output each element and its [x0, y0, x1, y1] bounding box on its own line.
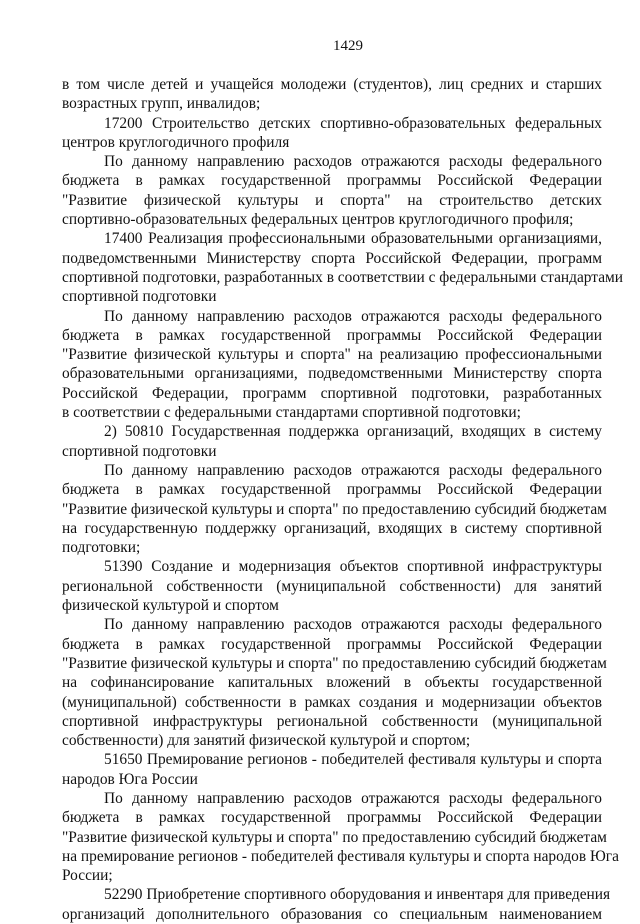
text-line: "Развитие физической культуры и спорта" на строительство детских	[62, 191, 602, 209]
text-line: 52290 Приобретение спортивного оборудования и инвентаря для приведения	[104, 886, 611, 904]
text-line: 51650 Премирование регионов - победителей фестиваля культуры и спорта	[104, 751, 602, 769]
text-line: спортивной подготовки	[62, 442, 217, 460]
text-line: России;	[62, 867, 113, 885]
text-line: возрастных групп, инвалидов;	[62, 95, 261, 113]
text-line: на премирование регионов - победителей фестиваля культуры и спорта народов Юга	[62, 847, 619, 865]
text-line: По данному направлению расходов отражаются расходы федерального	[104, 307, 602, 325]
text-line: 17400 Реализация профессиональными образовательными организациями,	[104, 230, 602, 248]
text-line: спортивной инфраструктуры региональной собственности (муниципальной	[62, 712, 602, 730]
text-line: "Развитие физической культуры и спорта" по предоставлению субсидий бюджетам	[62, 654, 607, 672]
text-line: в соответствии с федеральными стандартами спортивной подготовки;	[62, 404, 521, 422]
text-line: спортивной подготовки	[62, 288, 217, 306]
text-line: народов Юга России	[62, 770, 198, 788]
text-line: бюджета в рамках государственной программы Российской Федерации	[62, 481, 602, 499]
text-line: организаций дополнительного образования со специальным наименованием	[62, 905, 602, 923]
text-line: центров круглогодичного профиля	[62, 133, 290, 151]
text-line: бюджета в рамках государственной программы Российской Федерации	[62, 172, 602, 190]
text-line: "Развитие физической культуры и спорта" по предоставлению субсидий бюджетам	[62, 500, 607, 518]
text-line: подведомственными Министерству спорта Российской Федерации, программ	[62, 249, 602, 267]
text-line: Российской Федерации, программ спортивной подготовки, разработанных	[62, 384, 602, 402]
text-line: бюджета в рамках государственной программы Российской Федерации	[62, 635, 602, 653]
text-line: подготовки;	[62, 539, 141, 557]
page-number: 1429	[333, 38, 363, 54]
text-line: бюджета в рамках государственной программы Российской Федерации	[62, 809, 602, 827]
text-line: бюджета в рамках государственной программы Российской Федерации	[62, 326, 602, 344]
text-line: физической культурой и спортом	[62, 597, 279, 615]
text-line: в том числе детей и учащейся молодежи (студентов), лиц средних и старших	[62, 76, 602, 93]
text-line: на софинансирование капитальных вложений в объекты государственной	[62, 674, 602, 692]
text-line: образовательными организациями, подведомственными Министерству спорта	[62, 365, 602, 383]
text-line: 2) 50810 Государственная поддержка организаций, входящих в систему	[104, 423, 602, 441]
text-line: на государственную поддержку организаций, входящих в систему спортивной	[62, 519, 602, 537]
text-line: "Развитие физической культуры и спорта" по предоставлению субсидий бюджетам	[62, 828, 607, 846]
text-line: региональной собственности (муниципальной собственности) для занятий	[62, 577, 602, 595]
text-line: По данному направлению расходов отражаются расходы федерального	[104, 153, 602, 171]
text-line: По данному направлению расходов отражаются расходы федерального	[104, 461, 602, 479]
document-body	[62, 75, 624, 924]
text-line: 17200 Строительство детских спортивно-образовательных федеральных	[104, 114, 602, 132]
text-line: 51390 Создание и модернизация объектов спортивной инфраструктуры	[104, 558, 602, 576]
text-line: (муниципальной) собственности в рамках создания и модернизации объектов	[62, 693, 602, 711]
text-line: спортивной подготовки, разработанных в соответствии с федеральными стандартами	[62, 268, 624, 286]
text-line: спортивно-образовательных федеральных центров круглогодичного профиля;	[62, 211, 574, 229]
text-line: собственности) для занятий физической культурой и спортом;	[62, 732, 471, 750]
text-line: По данному направлению расходов отражаются расходы федерального	[104, 789, 602, 807]
text-line: По данному направлению расходов отражаются расходы федерального	[104, 616, 602, 634]
text-line: "Развитие физической культуры и спорта" на реализацию профессиональными	[62, 346, 602, 364]
